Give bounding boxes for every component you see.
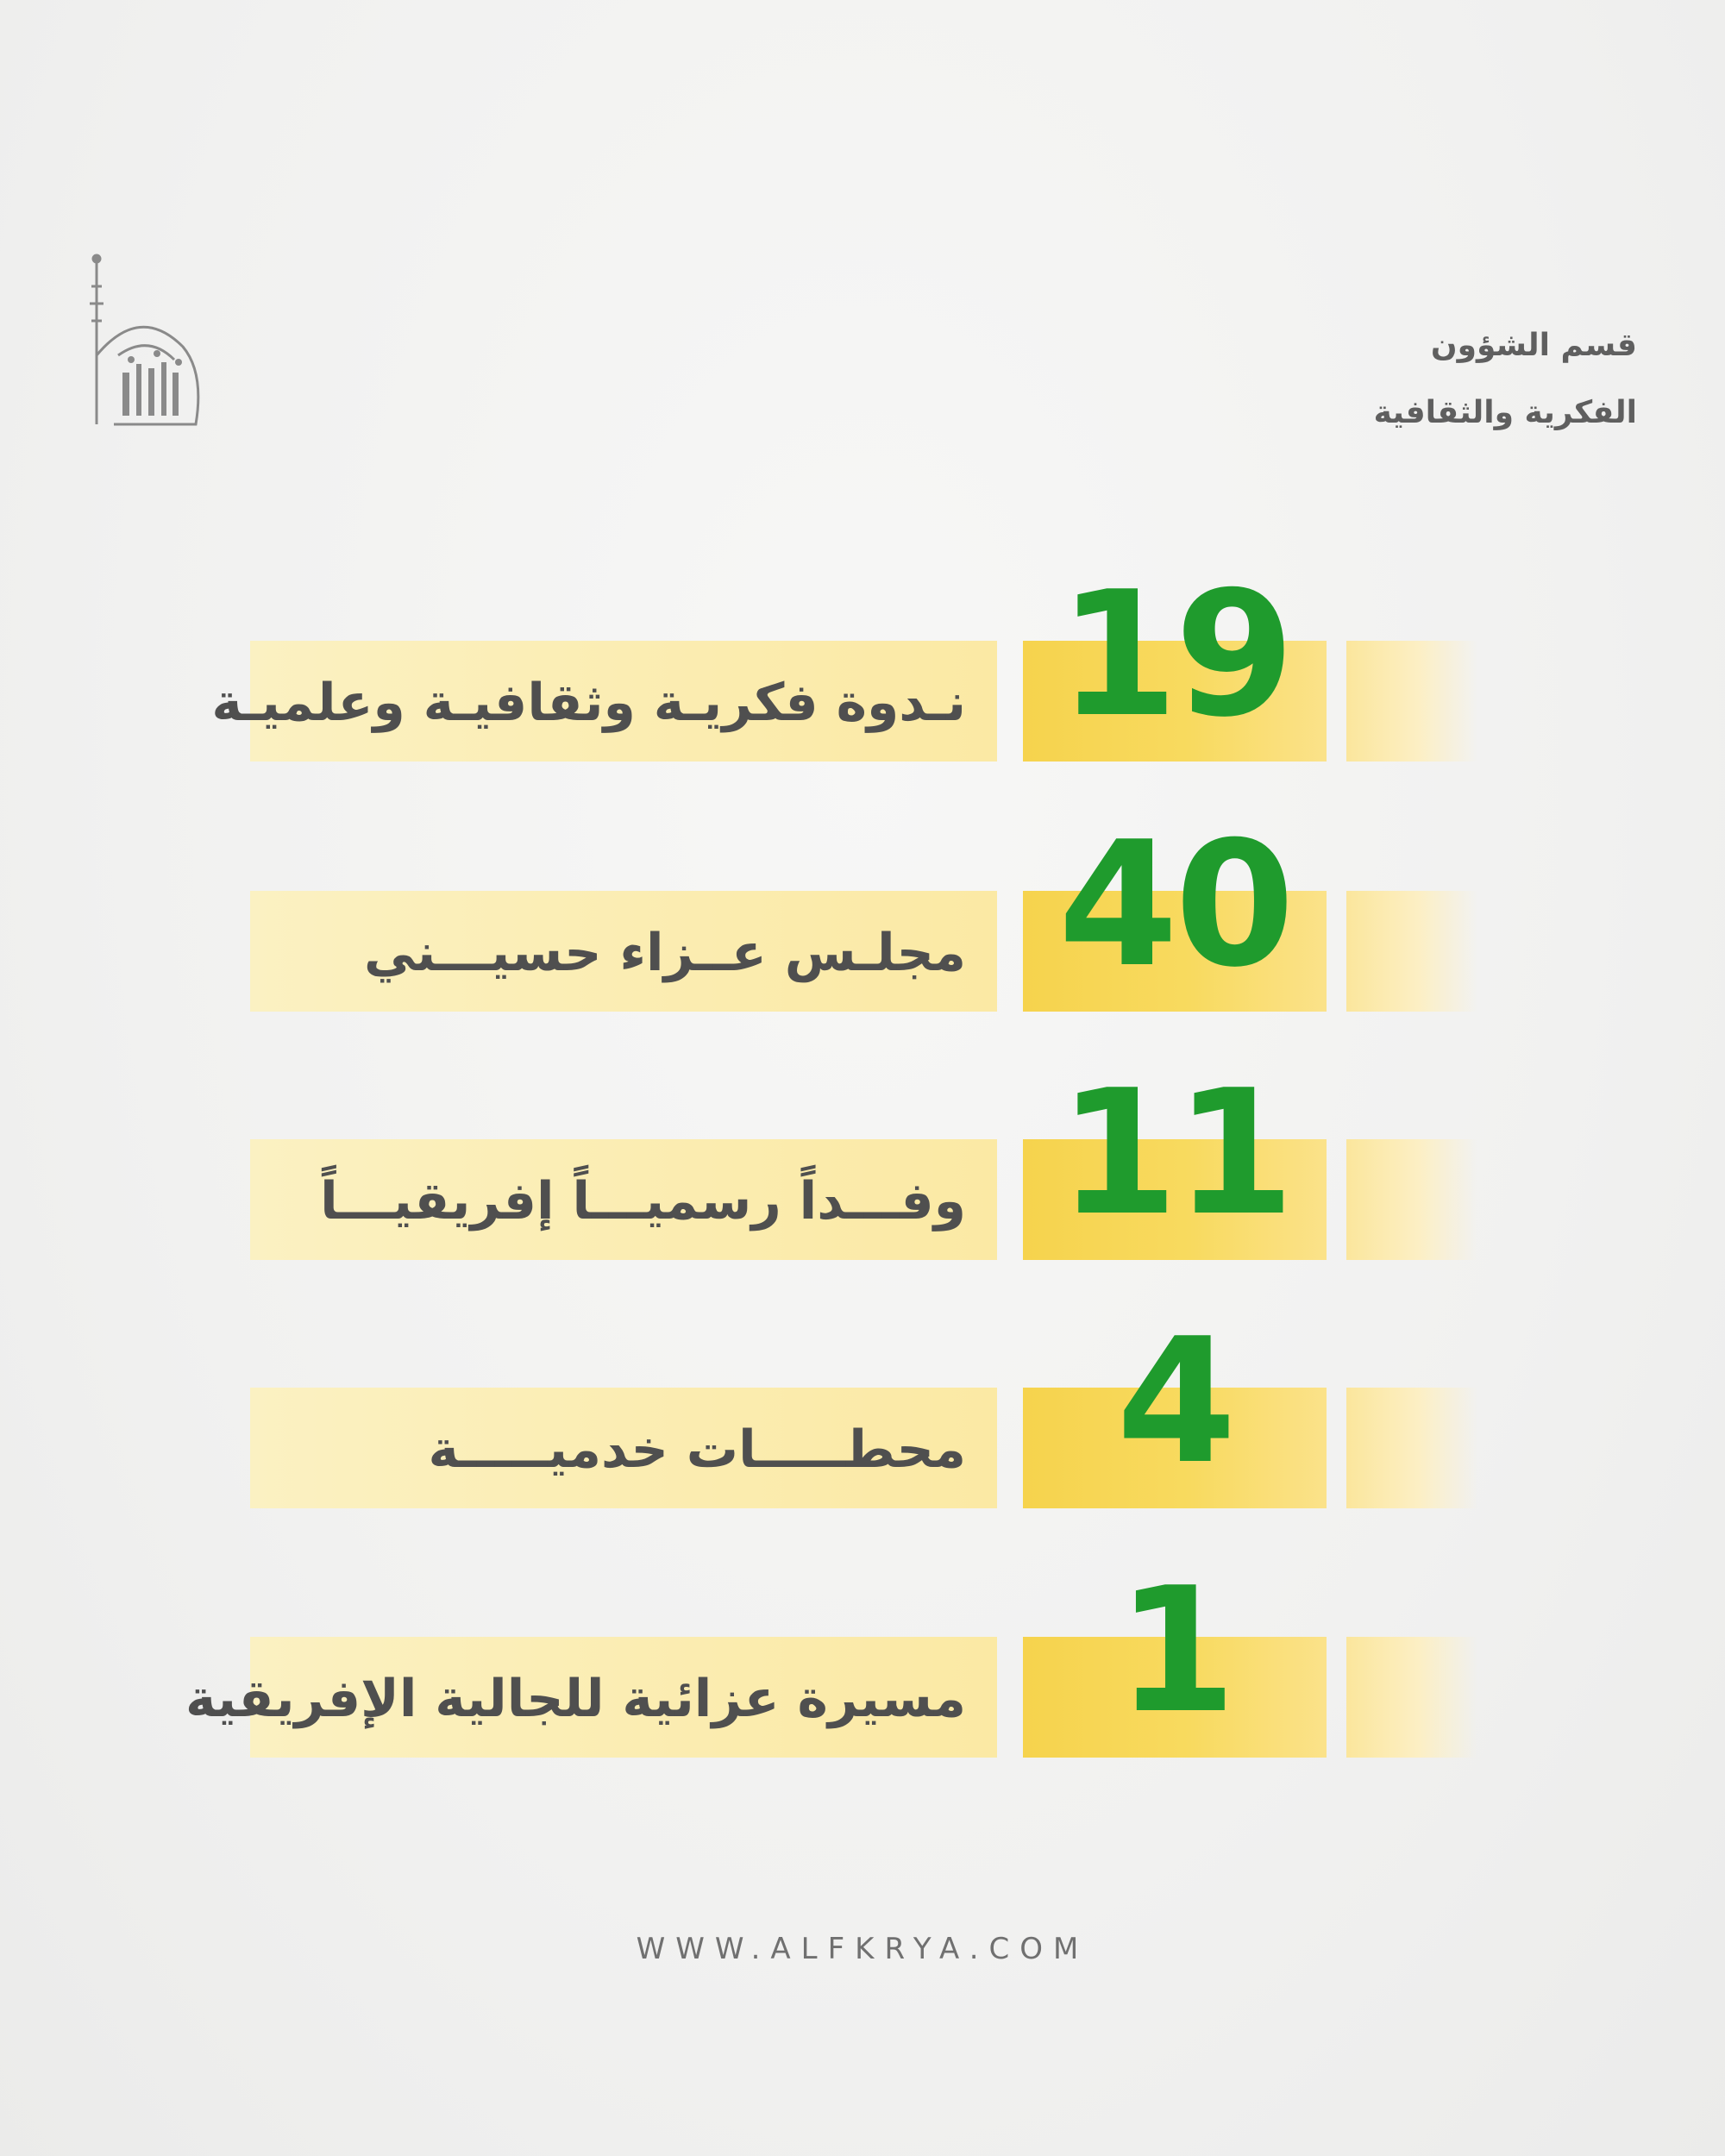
- calligraphy-minaret-logo-icon: [79, 252, 209, 433]
- stat-number: 4: [1116, 1301, 1233, 1502]
- stat-row: [0, 555, 1725, 789]
- fade-bar: [1346, 891, 1477, 1012]
- stat-number: 40: [1057, 805, 1292, 1006]
- stat-number: 1: [1116, 1551, 1233, 1752]
- stat-label: محطـــــات خدميـــــة: [428, 1420, 966, 1480]
- fade-bar: [1346, 641, 1477, 761]
- stat-row: [0, 1301, 1725, 1536]
- fade-bar: [1346, 1139, 1477, 1260]
- department-title-line2: الفكرية والثقافية: [1373, 395, 1637, 430]
- stat-row: [0, 1053, 1725, 1288]
- stat-label: نـدوة فكريـة وثقافيـة وعلميـة: [211, 673, 966, 733]
- department-title: [1206, 312, 1637, 447]
- stat-row: [0, 805, 1725, 1039]
- stat-label: وفـــداً رسميـــاً إفريقيـــاً: [320, 1171, 966, 1232]
- stat-label: مسيرة عزائية للجالية الإفريقية: [185, 1669, 966, 1729]
- stat-row: [0, 1551, 1725, 1785]
- stat-number: 19: [1057, 555, 1292, 755]
- fade-bar: [1346, 1388, 1477, 1508]
- stat-label: مجلـس عــزاء حسيـــني: [363, 923, 966, 983]
- fade-bar: [1346, 1637, 1477, 1758]
- department-title-line1: قسم الشؤون: [1430, 328, 1637, 363]
- website-url: WWW.ALFKRYA.COM: [636, 1932, 1089, 1966]
- stat-number: 11: [1057, 1053, 1292, 1254]
